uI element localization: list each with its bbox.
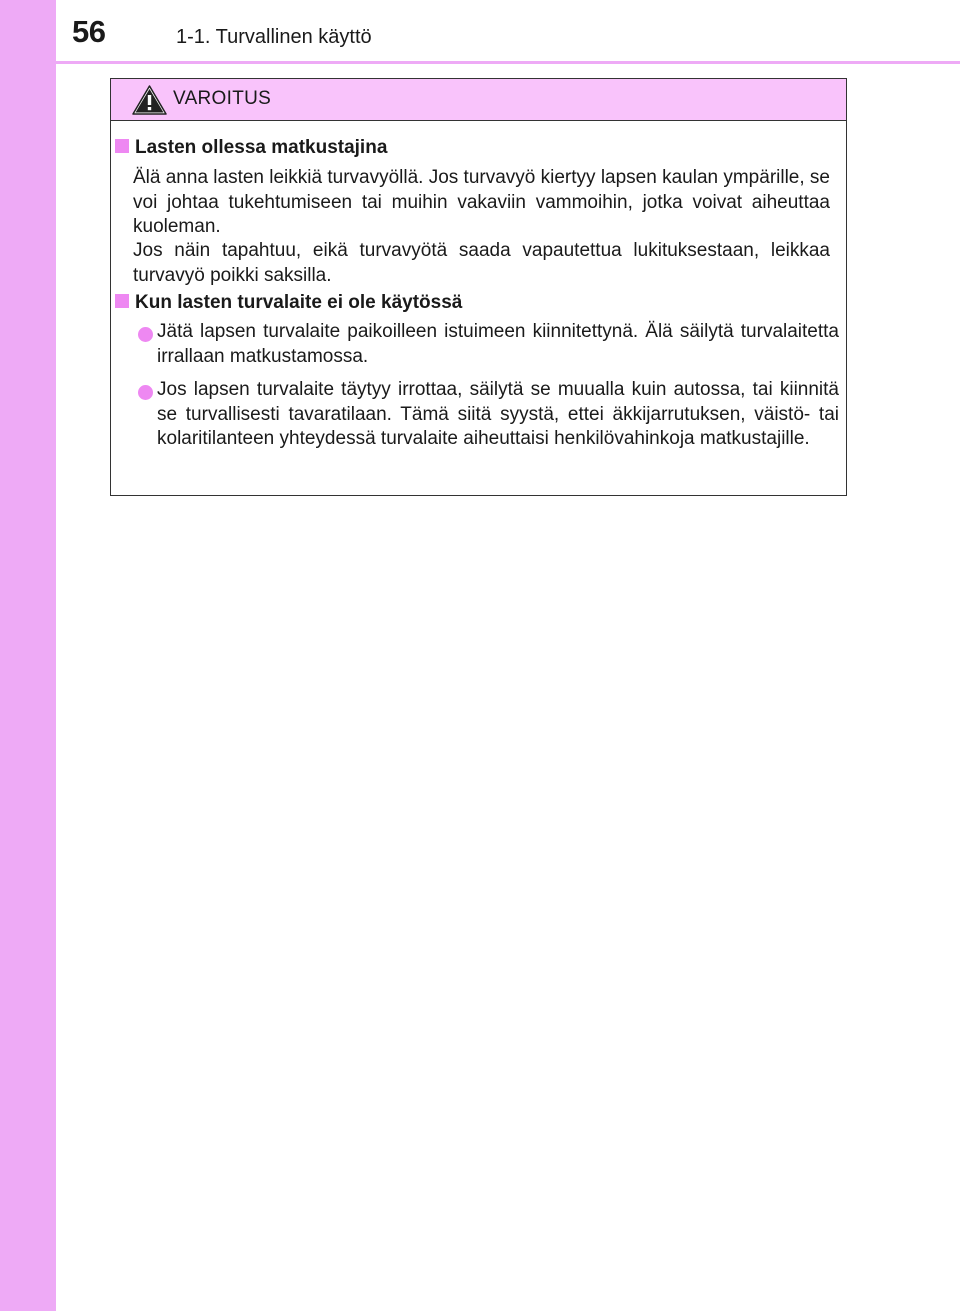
- section-heading: Lasten ollessa matkustajina: [111, 137, 387, 159]
- warning-triangle-icon: [132, 85, 167, 115]
- section-heading: Kun lasten turvalaite ei ole käytössä: [111, 292, 462, 314]
- square-bullet-icon: [115, 294, 129, 308]
- round-bullet-icon: [138, 327, 153, 342]
- header-tab: [0, 0, 56, 62]
- bullet-text: Jätä lapsen turvalaite paikoilleen istuimeen kiinnitettynä. Älä säilytä turvalaitetta irrallaan matkustamossa.: [157, 321, 839, 367]
- header-rule: [56, 61, 960, 64]
- header-bar: [0, 0, 960, 62]
- paragraph: Jos näin tapahtuu, eikä turvavyötä saada vapautettua lukituksestaan, leikkaa turvavyö poikki saksilla.: [133, 240, 830, 286]
- warning-box: [110, 78, 847, 496]
- paragraph: Älä anna lasten leikkiä turvavyöllä. Jos turvavyö kiertyy lapsen kaulan ympärille, se voi johtaa tukehtumiseen tai muihin vakaviin vammoihin, jotka voivat aiheuttaa kuoleman.: [133, 167, 830, 237]
- warning-title: VAROITUS: [173, 88, 272, 109]
- section-title: 1-1. Turvallinen käyttö: [176, 26, 372, 48]
- page-number: 56: [72, 14, 106, 49]
- round-bullet-icon: [138, 385, 153, 400]
- bullet-text: Jos lapsen turvalaite täytyy irrottaa, säilytä se muualla kuin autossa, tai kiinnitä se turvallisesti tavaratilaan. Tämä siitä syystä, ettei äkkijarrutuksen, väistö- tai kolaritilanteen yhteydessä turvalaite aiheuttaisi henkilövahinkoja matkustajille.: [157, 379, 839, 449]
- side-color-band: [0, 0, 56, 1311]
- warning-header: [111, 79, 846, 121]
- square-bullet-icon: [115, 139, 129, 153]
